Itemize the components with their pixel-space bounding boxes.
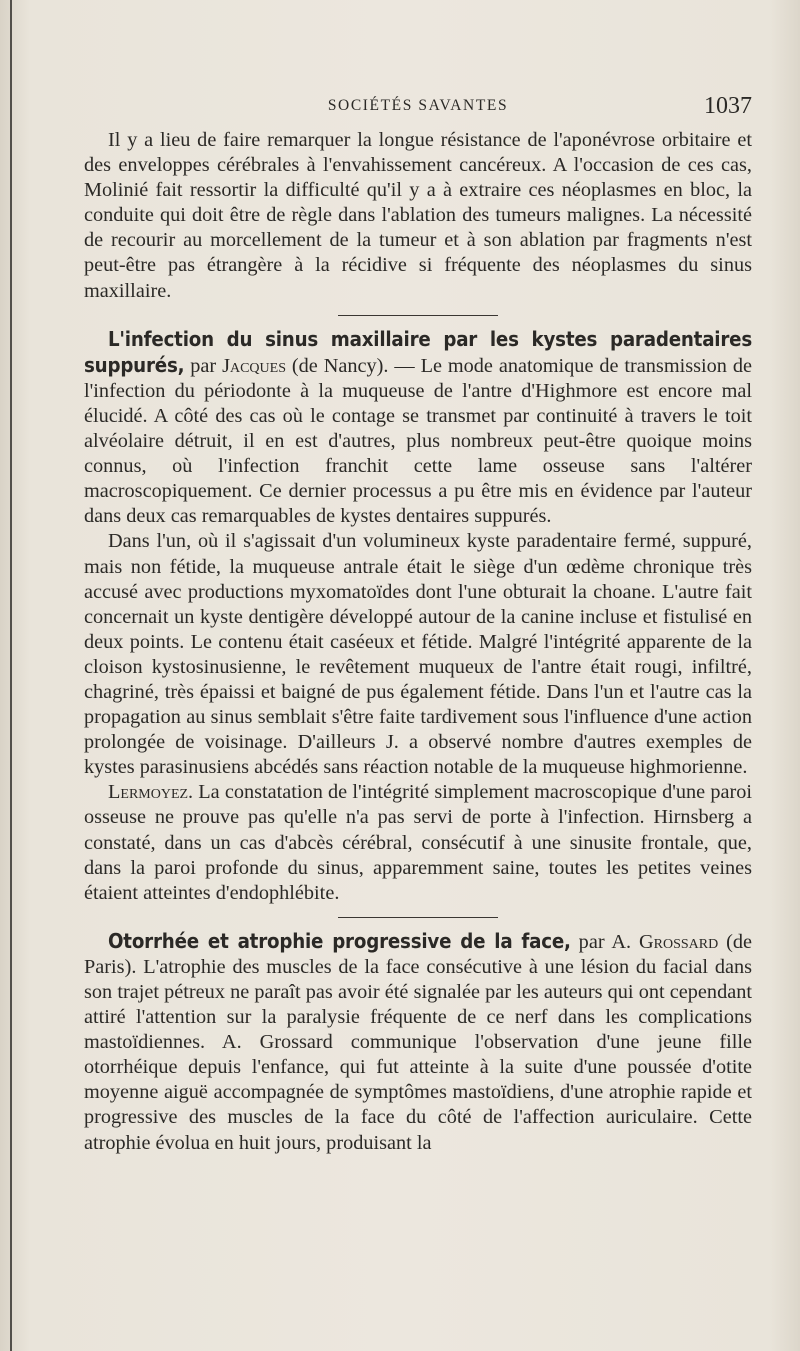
article-otorrhee — [84, 929, 752, 1156]
running-title: SOCIÉTÉS SAVANTES — [327, 97, 509, 114]
page-body — [84, 128, 752, 1156]
article-affiliation: (de Nancy). — — [285, 354, 421, 377]
article-text: Le mode anatomique de transmission de l'infection du périodonte à la muqueuse de l'antre d'Highmore est encore mal élucidé. A côté des cas où le contage se transmet par continuité à travers le toit alvéolaire détruit, il en est d'autres, plus nombreux peut-être quoique moins connus, où l'infection franchit cette lame osseuse sans l'altérer macroscopiquement. Ce dernier processus a pu être mis en évidence par l'auteur dans deux cas remarquables de kystes dentaires suppurés. — [84, 354, 752, 528]
article-by: par A. — [570, 930, 639, 953]
article-affiliation: (de Paris). — [84, 930, 752, 978]
discussion-text: La constatation de l'intégrité simplement macroscopique d'une paroi osseuse ne prouve pas qu'elle n'a pas servi de porte à l'infection. Hirnsberg a constaté, dans un cas d'abcès cérébral, consécutif à une sinusite frontale, que, dans la paroi profonde du sinus, apparemment saine, toutes les petites veines étaient atteintes d'endophlébite. — [84, 781, 752, 904]
discussant-name: Lermoyez. — [108, 781, 194, 804]
article-sinus-maxillaire — [84, 327, 752, 530]
article-by: par — [184, 354, 223, 377]
page-number: 1037 — [704, 93, 752, 119]
paragraph-discussion — [84, 780, 752, 905]
article-title: Otorrhée et atrophie progressive de la face, — [108, 928, 571, 953]
article-author: Grossard — [638, 930, 719, 953]
paragraph-cases: Dans l'un, où il s'agissait d'un volumineux kyste paradentaire fermé, suppuré, mais non fétide, la muqueuse antrale était le siège d'un œdème chronique très accusé avec productions myxomatoïdes dont l'une obturait la choane. L'autre fait concernait un kyste dentigère développé autour de la canine incluse et fistulisé en deux points. Le contenu était caséeux et fétide. Malgré l'intégrité apparente de la cloison kystosinusienne, le revêtement muqueux de l'antre était rougi, infiltré, chagriné, très épaissi et baigné de pus également fétide. Dans l'un et l'autre cas la propagation au sinus semblait s'être faite tardivement sous l'influence d'une action prolongée de voisinage. D'ailleurs J. a observé nombre d'autres exemples de kystes parasinusiens abcédés sans réaction notable de la muqueuse highmorienne. — [84, 530, 752, 779]
section-separator — [338, 917, 498, 918]
section-separator — [338, 315, 498, 316]
article-title: L'infection du sinus maxillaire par les kystes paradentaires suppurés, — [84, 326, 752, 377]
page-edge — [10, 0, 12, 1351]
paragraph-aponevrose: Il y a lieu de faire remarquer la longue résistance de l'aponévrose orbitaire et des enveloppes cérébrales à l'envahissement cancéreux. A l'occasion de ces cas, Molinié fait ressortir la difficulté qu'il y a à extraire ces néoplasmes en bloc, la conduite qui doit être de règle dans l'ablation des tumeurs malignes. La nécessité de recourir au morcellement de la tumeur et à son ablation par fragments n'est peut-être pas étrangère à la récidive si fréquente des néoplasmes du sinus maxillaire. — [84, 129, 752, 302]
article-author: Jacques — [222, 354, 286, 377]
article-text: L'atrophie des muscles de la face consécutive à une lésion du facial dans son trajet pétreux ne paraît pas avoir été signalée par les auteurs qui ont cependant attiré l'attention sur la paralysie fréquente de ce nerf dans les complications mastoïdiennes. A. Grossard communique l'observation d'une jeune fille otorrhéique depuis l'enfance, qui fut atteinte à la suite d'une poussée d'otite moyenne aiguë accompagnée de symptômes mastoïdiens, d'une atrophie rapide et progressive des muscles de la face du côté de l'affection auriculaire. Cette atrophie évolua en huit jours, produisant la — [84, 955, 752, 1154]
page-header — [84, 92, 752, 120]
